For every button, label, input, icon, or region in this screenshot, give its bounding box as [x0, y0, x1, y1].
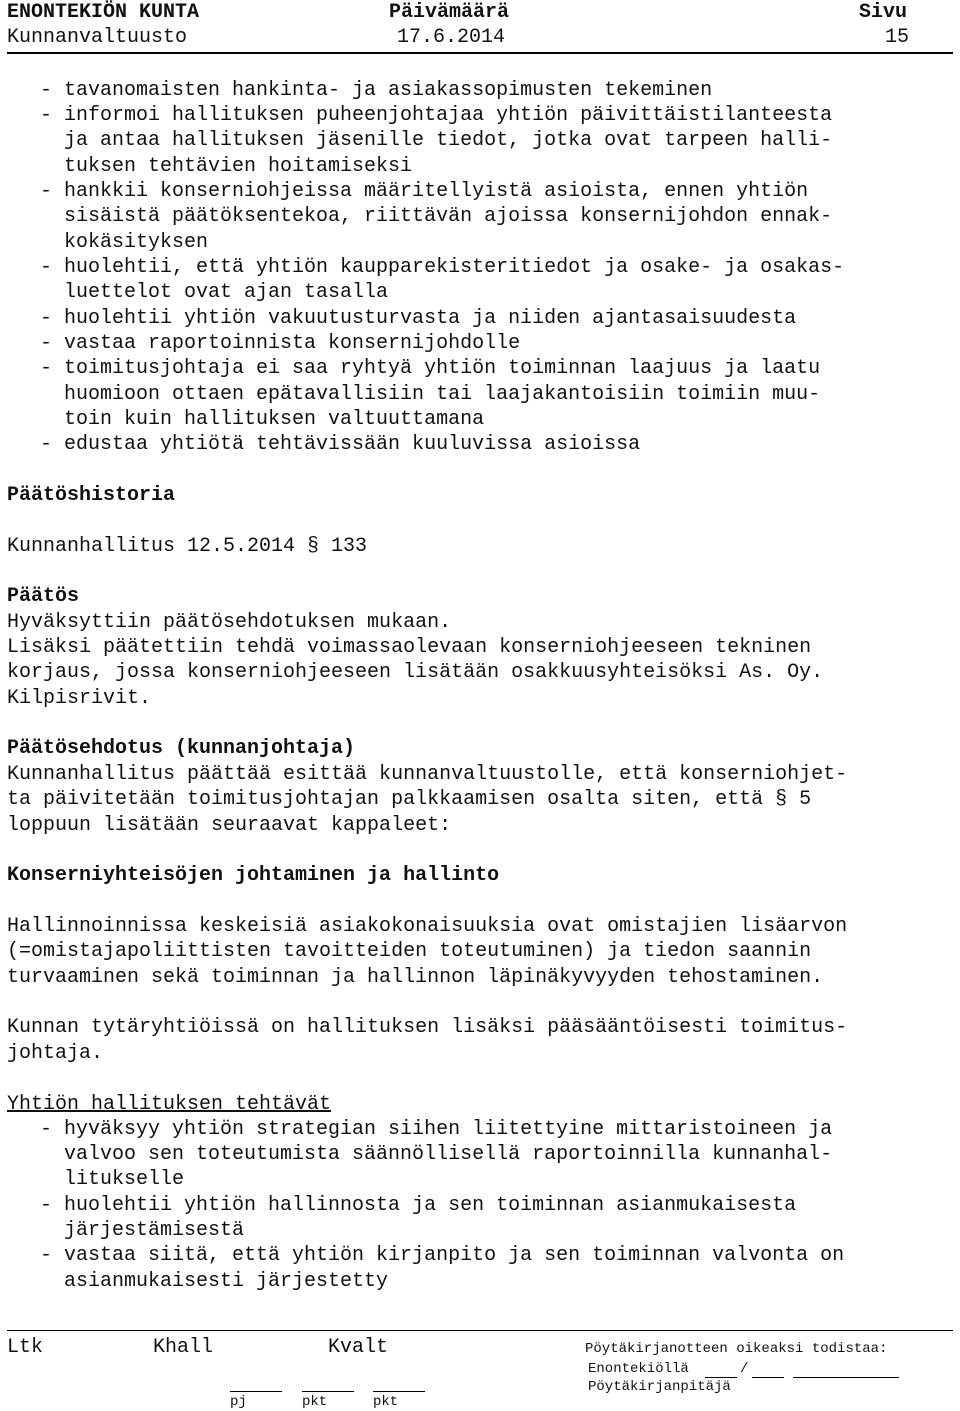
pj-label: pj	[230, 1394, 247, 1410]
page-label: Sivu	[859, 1, 908, 24]
kvalt-label: Kvalt	[328, 1336, 389, 1359]
list-item: luettelot ovat ajan tasalla	[40, 281, 389, 304]
list-item: - toimitusjohtaja ei saa ryhtyä yhtiön toiminnan laajuus ja laatu	[40, 357, 821, 380]
list-item: kokäsityksen	[40, 231, 209, 254]
list-item: - tavanomaisten hankinta- ja asiakassopimusten tekeminen	[40, 79, 713, 102]
page-header	[7, 0, 953, 54]
org-name: ENONTEKIÖN KUNTA	[7, 1, 200, 24]
list-item: ja antaa hallituksen jäsenille tiedot, jotka ovat tarpeen halli-	[40, 129, 833, 152]
list-item: - informoi hallituksen puheenjohtajaa yhtiön päivittäistilanteesta	[40, 104, 833, 127]
list-item: järjestämisestä	[40, 1219, 245, 1242]
paragraph-line: (=omistajapoliittisten tavoitteiden toteutuminen) ja tiedon saannin	[7, 940, 812, 963]
paragraph-line: johtaja.	[7, 1042, 104, 1065]
date-label: Päivämäärä	[389, 1, 510, 24]
paragraph-line: turvaaminen sekä toiminnan ja hallinnon läpinäkyvyyden tehostaminen.	[7, 966, 824, 989]
list-item: litukselle	[40, 1168, 185, 1191]
list-item: - vastaa raportoinnista konsernijohdolle	[40, 332, 521, 355]
year-blank	[793, 1376, 899, 1378]
list-item: toin kuin hallituksen valtuuttamana	[40, 408, 485, 431]
meeting-date: 17.6.2014	[397, 26, 506, 49]
proposal-line: loppuun lisätään seuraavat kappaleet:	[7, 814, 452, 837]
place-text: Enontekiöllä	[588, 1361, 689, 1377]
list-item: valvoo sen toteutumista säännöllisellä raportoinnilla kunnanhal-	[40, 1143, 833, 1166]
list-item: - huolehtii, että yhtiön kaupparekisteritiedot ja osake- ja osakas-	[40, 256, 845, 279]
pkt-label: pkt	[373, 1394, 399, 1410]
date-slash: /	[740, 1361, 749, 1377]
paragraph-line: Kunnan tytäryhtiöissä on hallituksen lisäksi pääsääntöisesti toimitus-	[7, 1016, 848, 1039]
list-item: asianmukaisesti järjestetty	[40, 1270, 389, 1293]
decision-heading: Päätös	[7, 585, 80, 608]
list-item: - hankkii konserniohjeissa määritellyistä asioista, ennen yhtiön	[40, 180, 809, 203]
keeper-text: Pöytäkirjanpitäjä	[588, 1379, 731, 1395]
list-item: - huolehtii yhtiön hallinnosta ja sen toiminnan asianmukaisesta	[40, 1194, 797, 1217]
history-heading: Päätöshistoria	[7, 484, 176, 507]
list-item: - hyväksyy yhtiön strategian siihen liitettyine mittaristoineen ja	[40, 1118, 833, 1141]
decision-line: korjaus, jossa konserniohjeeseen lisätään osakkuusyhteisöksi As. Oy.	[7, 661, 824, 684]
list-item: huomioon ottaen epätavallisiin tai laajakantoisiin toimiin muu-	[40, 383, 821, 406]
pj-blank	[230, 1390, 282, 1392]
list-item: - vastaa siitä, että yhtiön kirjanpito ja sen toiminnan valvonta on	[40, 1244, 845, 1267]
page-footer	[0, 1330, 960, 1411]
decision-line: Lisäksi päätettiin tehdä voimassaolevaan konserniohjeeseen tekninen	[7, 636, 812, 659]
page-number: 15	[885, 26, 910, 49]
certify-text: Pöytäkirjanotteen oikeaksi todistaa:	[585, 1341, 888, 1357]
history-meeting: Kunnanhallitus 12.5.2014 § 133	[7, 535, 368, 558]
section-heading: Konserniyhteisöjen johtaminen ja hallinto	[7, 864, 500, 887]
pkt-blank	[302, 1390, 354, 1392]
pkt-blank	[373, 1390, 425, 1392]
khall-label: Khall	[153, 1336, 214, 1359]
decision-line: Kilpisrivit.	[7, 687, 152, 710]
month-blank	[752, 1376, 784, 1378]
list-item: tuksen tehtävien hoitamiseksi	[40, 155, 413, 178]
proposal-line: ta päivitetään toimitusjohtajan palkkaamisen osalta siten, että § 5	[7, 788, 812, 811]
pkt-label: pkt	[302, 1394, 328, 1410]
proposal-line: Kunnanhallitus päättää esittää kunnanvaltuustolle, että konserniohjet-	[7, 763, 848, 786]
decision-line: Hyväksyttiin päätösehdotuksen mukaan.	[7, 611, 452, 634]
ltk-label: Ltk	[7, 1336, 44, 1359]
paragraph-line: Hallinnoinnissa keskeisiä asiakokonaisuuksia ovat omistajien lisäarvon	[7, 915, 848, 938]
board-heading: Yhtiön hallituksen tehtävät	[7, 1093, 332, 1116]
list-item: sisäistä päätöksentekoa, riittävän ajoissa konsernijohdon ennak-	[40, 205, 833, 228]
list-item: - huolehtii yhtiön vakuutusturvasta ja niiden ajantasaisuudesta	[40, 307, 797, 330]
list-item: - edustaa yhtiötä tehtävissään kuuluvissa asioissa	[40, 433, 641, 456]
body-name: Kunnanvaltuusto	[7, 26, 188, 49]
proposal-heading: Päätösehdotus (kunnanjohtaja)	[7, 737, 356, 760]
